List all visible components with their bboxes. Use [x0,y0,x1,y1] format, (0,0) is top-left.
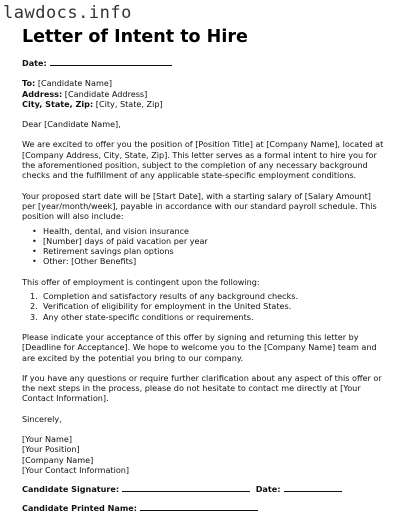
signature-label: Candidate Signature: [22,484,120,495]
signature-row [22,483,384,494]
item-number: 1. [30,291,38,302]
date-blank-line [50,57,172,66]
printed-name-row [22,502,384,513]
contingent-paragraph: This offer of employment is contingent upon the following: [22,276,260,287]
city-row [22,99,384,109]
acceptance-paragraph: Please indicate your acceptance of this offer by signing and returning this letter by [Deadline for Acceptance]. We hope to welcome you to the [Company Name] team and are excited by the potential you bring to our company. [22,331,377,363]
signature-date-blank-line [284,483,342,492]
date-row [22,57,384,68]
list-item [22,301,384,311]
start-paragraph: Your proposed start date will be [Start Date], with a starting salary of [Salary Amount] per [year/month/week], payable in accordance with our standard payroll schedule. This position will also include: [22,190,377,222]
list-item: • Other: [Other Benefits] [22,256,384,266]
intro-paragraph: We are excited to offer you the position of [Position Title] at [Company Name], located at [Company Address, City, State, Zip]. This letter serves as a formal intent to hire you for the aforementioned position, subject to the completion of any necessary background checks and the fulfillment of any applicable state-specific employment conditions. [22,139,384,181]
salutation: Dear [Candidate Name], [22,119,121,130]
signature-blank-line [122,483,250,492]
list-item: • Retirement savings plan options [22,246,384,256]
document-title: Letter of Intent to Hire [22,27,248,47]
item-number: 2. [30,301,38,312]
list-item [22,291,384,301]
list-item: • Health, dental, and vision insurance [22,226,384,236]
item-text: Verification of eligibility for employment in the United States. [43,301,292,312]
sender-contact: [Your Contact Information] [22,464,130,475]
city-label: City, State, Zip: [22,98,94,109]
conditions-list [22,291,384,322]
list-item [22,312,384,322]
address-row [22,89,384,99]
to-label: To: [22,78,36,89]
questions-paragraph: If you have any questions or require further clarification about any aspect of this offer or the next steps in the process, please do not hesitate to contact me directly at [Your Contact Information]. [22,372,382,404]
closing: Sincerely, [22,413,62,424]
item-text: Completion and satisfactory results of any background checks. [43,291,299,302]
item-number: 3. [30,311,38,322]
sender-company: [Company Name] [22,454,94,465]
city-value: [City, State, Zip] [95,98,163,109]
sender-name: [Your Name] [22,434,73,445]
sender-position: [Your Position] [22,444,80,455]
printed-name-blank-line [140,502,258,511]
signature-date-label: Date: [255,484,281,495]
letter-body [22,57,384,513]
to-value: [Candidate Name] [37,78,112,89]
item-text: Any other state-specific conditions or requirements. [43,311,254,322]
to-row [22,78,384,88]
address-label: Address: [22,88,63,99]
date-label: Date: [22,58,47,68]
address-value: [Candidate Address] [64,88,148,99]
site-watermark: lawdocs.info [3,3,132,23]
printed-name-label: Candidate Printed Name: [22,502,137,513]
benefits-list [22,226,384,267]
list-item: • [Number] days of paid vacation per year [22,236,384,246]
